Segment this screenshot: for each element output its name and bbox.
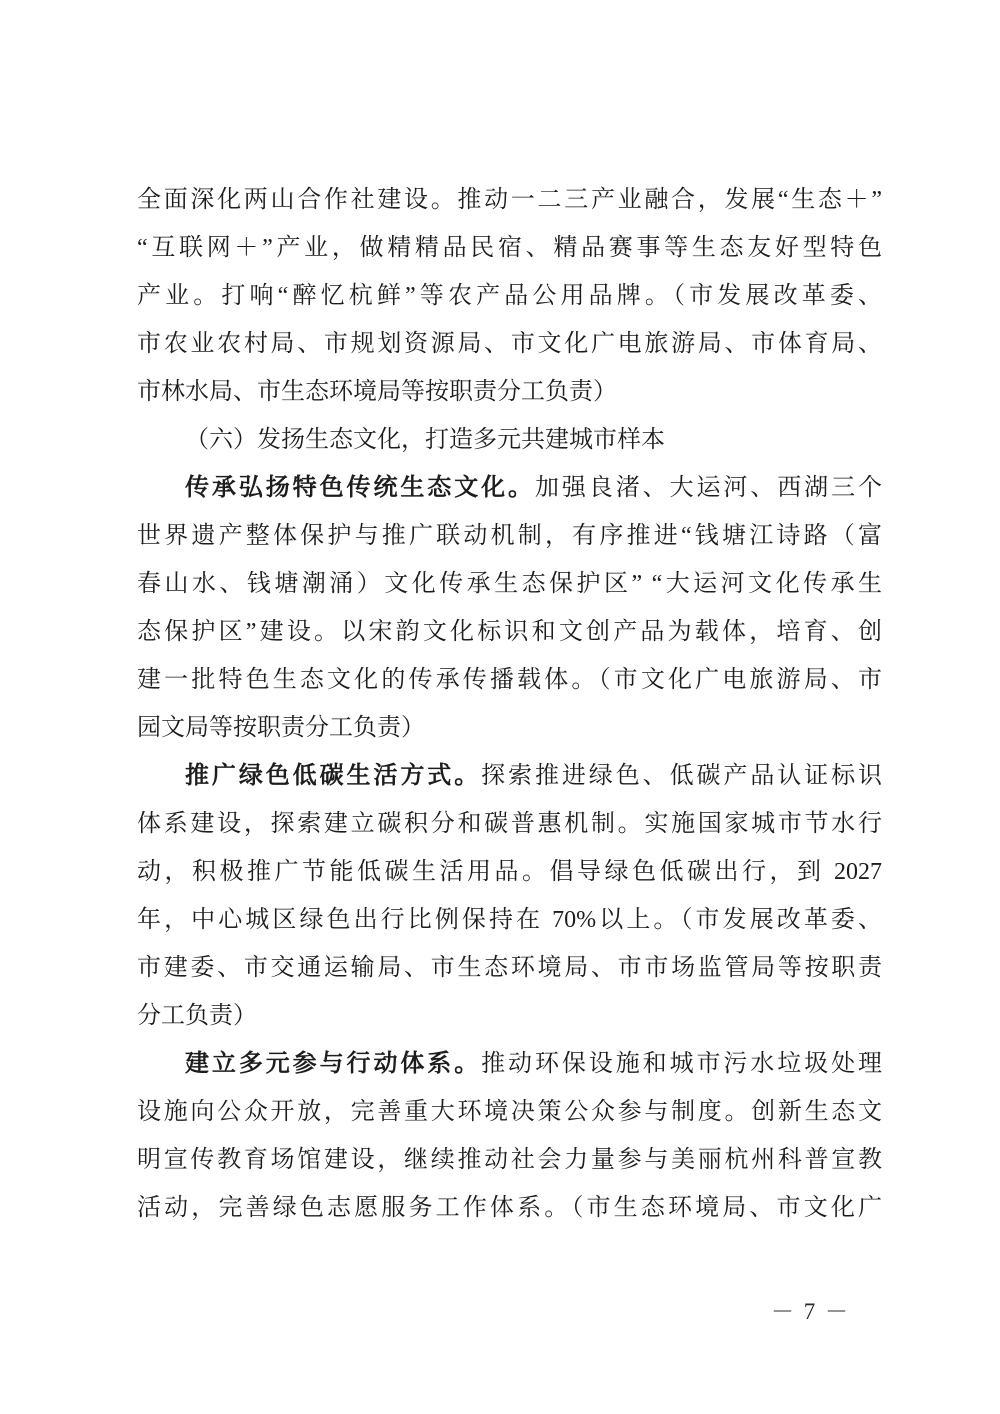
document-line-17 (137, 944, 882, 992)
line-text: 市林水局、市生态环境局等按职责分工负责） (137, 379, 617, 405)
document-line-15 (137, 848, 882, 896)
document-line-13 (137, 752, 882, 800)
line-text: 活动，完善绿色志愿服务工作体系。（市生态环境局、市文化广 (137, 1195, 882, 1221)
document-line-12 (137, 704, 882, 752)
line-text: 推动环保设施和城市污水垃圾处理 (481, 1051, 882, 1077)
line-text: 建一批特色生态文化的传承传播载体。（市文化广电旅游局、市 (137, 667, 882, 693)
document-line-4 (137, 320, 882, 368)
document-line-9 (137, 560, 882, 608)
line-text: 设施向公众开放，完善重大环境决策公众参与制度。创新生态文 (137, 1099, 882, 1125)
line-bold-lead: 推广绿色低碳生活方式。 (185, 763, 482, 789)
document-line-22 (137, 1184, 882, 1232)
line-text: 园文局等按职责分工负责） (137, 715, 425, 741)
section-heading-six (137, 416, 882, 464)
document-line-3 (137, 272, 882, 320)
document-line-20 (137, 1088, 882, 1136)
line-text: 体系建设，探索建立碳积分和碳普惠机制。实施国家城市节水行 (137, 811, 882, 837)
document-line-16 (137, 896, 882, 944)
document-line-8 (137, 512, 882, 560)
line-text: 探索推进绿色、低碳产品认证标识 (481, 763, 882, 789)
line-text: 态保护区”建设。以宋韵文化标识和文创产品为载体，培育、创 (137, 619, 882, 645)
document-line-14 (137, 800, 882, 848)
line-text: 全面深化两山合作社建设。推动一二三产业融合，发展“生态＋” (137, 187, 882, 213)
line-text: （六）发扬生态文化，打造多元共建城市样本 (185, 427, 665, 453)
line-text: 年，中心城区绿色出行比例保持在 70%以上。（市发展改革委、 (137, 907, 882, 933)
document-line-1 (137, 176, 882, 224)
document-line-11 (137, 656, 882, 704)
line-text: 市建委、市交通运输局、市生态环境局、市市场监管局等按职责 (137, 955, 882, 981)
line-text: 动，积极推广节能低碳生活用品。倡导绿色低碳出行，到 2027 (137, 859, 882, 885)
document-line-2 (137, 224, 882, 272)
line-text: 加强良渚、大运河、西湖三个 (534, 475, 882, 501)
line-text: 春山水、钱塘潮涌）文化传承生态保护区” “大运河文化传承生 (137, 571, 882, 597)
document-line-10 (137, 608, 882, 656)
line-bold-lead: 建立多元参与行动体系。 (185, 1051, 482, 1077)
document-line-18 (137, 992, 882, 1040)
line-text: 产业。打响“醉忆杭鲜”等农产品公用品牌。（市发展改革委、 (137, 283, 882, 309)
document-line-5 (137, 368, 882, 416)
line-text: “互联网＋”产业，做精精品民宿、精品赛事等生态友好型特色 (137, 235, 882, 261)
line-text: 分工负责） (137, 1003, 257, 1029)
document-text-block (137, 176, 882, 1232)
line-text: 明宣传教育场馆建设，继续推动社会力量参与美丽杭州科普宣教 (137, 1147, 882, 1173)
line-bold-lead: 传承弘扬特色传统生态文化。 (185, 475, 535, 501)
line-text: 市农业农村局、市规划资源局、市文化广电旅游局、市体育局、 (137, 331, 882, 357)
document-line-21 (137, 1136, 882, 1184)
document-line-7 (137, 464, 882, 512)
page-number: － 7 － (771, 1299, 850, 1324)
line-text: 世界遗产整体保护与推广联动机制，有序推进“钱塘江诗路（富 (137, 523, 882, 549)
document-line-19 (137, 1040, 882, 1088)
